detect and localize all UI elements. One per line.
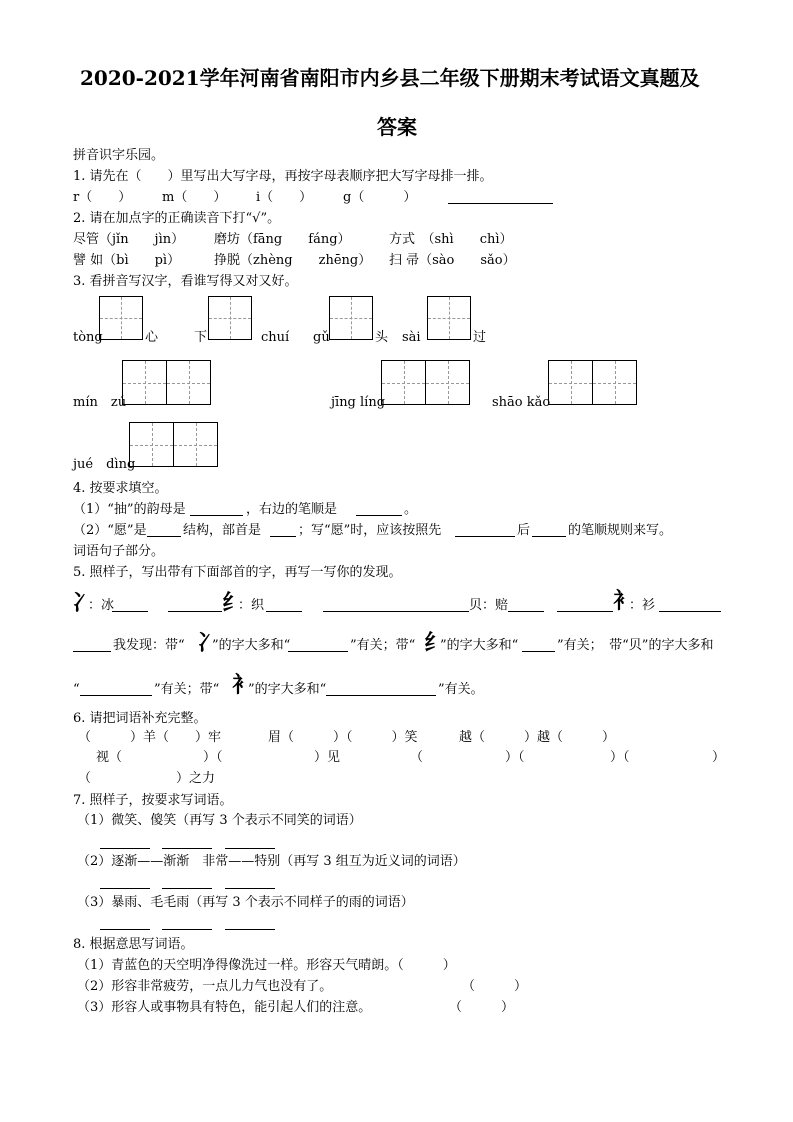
answer-blank[interactable] <box>508 611 544 612</box>
q5-finding: ”的字大多和“ <box>212 638 291 653</box>
q6-idiom: 眉（ ）（ ）笑 <box>268 730 418 745</box>
answer-blank[interactable] <box>190 515 243 516</box>
q4-text: 后 <box>517 523 531 538</box>
word-char: 过 <box>473 330 487 345</box>
q4-text: 。 <box>404 502 418 517</box>
q4-text: （2）“愿”是 <box>73 523 147 538</box>
answer-blank[interactable] <box>162 848 212 849</box>
radical-silk-icon: 纟 <box>424 630 447 656</box>
answer-blank[interactable] <box>448 203 553 204</box>
answer-blank[interactable] <box>532 536 566 537</box>
writing-grid[interactable] <box>329 296 373 340</box>
q6-idiom: ） <box>712 750 726 765</box>
q2-item: 尽管（jǐn jìn） <box>73 232 185 247</box>
q2-item: 扫 帚（sào sǎo） <box>389 253 516 268</box>
q4-text: 结构，部首是 <box>183 523 262 538</box>
q5-example: ：冰 <box>88 598 115 613</box>
question-2: 2. 请在加点字的正确读音下打“√”。 <box>73 211 281 226</box>
pinyin-label: shāo kǎo <box>492 395 551 410</box>
answer-blank[interactable] <box>326 695 436 696</box>
radical-clothing-icon: 衤 <box>232 672 255 698</box>
writing-grid[interactable] <box>122 360 211 405</box>
q8-answer-paren[interactable]: （ ） <box>462 979 528 994</box>
answer-blank[interactable] <box>162 929 212 930</box>
q6-idiom: （ ）羊（ ）牢 <box>78 730 222 745</box>
answer-blank[interactable] <box>288 651 348 652</box>
page-title-line1: 2020-2021学年河南省南阳市内乡县二年级下册期末考试语文真题及 <box>80 66 700 90</box>
q5-example: 贝：赔 <box>469 598 509 613</box>
question-3: 3. 看拼音写汉字，看谁写得又对又好。 <box>73 274 298 289</box>
q5-finding: “ <box>73 682 80 697</box>
q8-item: （1）青蓝色的天空明净得像洗过一样。形容天气晴朗。（ ） <box>77 958 456 973</box>
q7-item: （2）逐渐——渐渐 非常——特别（再写 3 组互为近义词的词语） <box>77 854 466 869</box>
pinyin-label: chuí <box>261 330 290 345</box>
radical-ice-icon: 冫 <box>197 630 220 656</box>
word-char: 下 <box>194 330 208 345</box>
answer-blank[interactable] <box>323 611 469 612</box>
word-char: 心 <box>145 330 159 345</box>
q1-item: r（ ） <box>73 190 132 205</box>
question-4: 4. 按要求填空。 <box>73 481 168 496</box>
page-title-line2: 答案 <box>377 115 417 139</box>
q6-idiom: ）（ <box>203 750 223 765</box>
q8-item: （3）形容人或事物具有特色，能引起人们的注意。 <box>77 1000 372 1015</box>
q7-item: （1）微笑、傻笑（再写 3 个表示不同笑的词语） <box>77 813 362 828</box>
answer-blank[interactable] <box>455 536 515 537</box>
question-7: 7. 照样子，按要求写词语。 <box>73 793 233 808</box>
q6-idiom: （ <box>78 771 92 786</box>
pinyin-label: gǔ <box>313 330 330 345</box>
answer-blank[interactable] <box>100 848 150 849</box>
writing-grid[interactable] <box>99 296 143 340</box>
q2-item: 方式 （shì chì） <box>389 232 513 247</box>
q4-text: ；写“愿”时，应该按照先 <box>298 523 442 538</box>
question-1: 1. 请先在（ ）里写出大写字母，再按字母表顺序把大写字母排一排。 <box>73 169 493 184</box>
q6-idiom: 越（ ）越（ ） <box>459 730 616 745</box>
q6-idiom: ）见 <box>314 750 341 765</box>
answer-blank[interactable] <box>266 611 302 612</box>
q1-item: i（ ） <box>256 190 313 205</box>
q8-item: （2）形容非常疲劳，一点儿力气也没有了。 <box>77 979 333 994</box>
q1-item: m（ ） <box>162 190 227 205</box>
q5-finding: ”有关；带“ <box>350 638 416 653</box>
radical-silk-icon: 纟 <box>222 590 245 616</box>
section-heading-pinyin: 拼音识字乐园。 <box>73 148 165 163</box>
q5-finding: ”有关； 带“贝”的字大多和 <box>557 638 714 653</box>
answer-blank[interactable] <box>100 888 150 889</box>
answer-blank[interactable] <box>225 929 275 930</box>
word-char: 头 <box>375 330 389 345</box>
writing-grid[interactable] <box>427 296 471 340</box>
pinyin-label: jīng líng <box>331 395 386 410</box>
section-heading-words: 词语句子部分。 <box>73 544 165 559</box>
answer-blank[interactable] <box>100 929 150 930</box>
writing-grid[interactable] <box>548 360 637 405</box>
q5-finding: ”有关。 <box>438 682 484 697</box>
answer-blank[interactable] <box>225 848 275 849</box>
q5-finding: ”的字大多和“ <box>440 638 519 653</box>
answer-blank[interactable] <box>168 611 222 612</box>
pinyin-label: tòng <box>73 330 103 345</box>
q5-finding: 我发现：带“ <box>113 638 185 653</box>
pinyin-label: jué dìng <box>73 457 136 472</box>
q2-item: 挣脱（zhèng zhēng） <box>214 253 372 268</box>
answer-blank[interactable] <box>112 611 148 612</box>
writing-grid[interactable] <box>381 360 470 405</box>
q6-idiom: 视（ <box>96 750 123 765</box>
q4-text: ，右边的笔顺是 <box>246 502 338 517</box>
q2-item: 磨坊（fāng fáng） <box>214 232 351 247</box>
q1-item: g（ ） <box>343 190 417 205</box>
q6-idiom: （ <box>410 750 424 765</box>
q6-idiom: ）（ <box>505 750 525 765</box>
answer-blank[interactable] <box>659 611 721 612</box>
radical-ice-icon: 冫 <box>72 590 95 616</box>
radical-clothing-icon: 衤 <box>613 588 636 614</box>
pinyin-label: mín zú <box>73 395 127 410</box>
writing-grid[interactable] <box>208 296 252 340</box>
answer-blank[interactable] <box>557 611 613 612</box>
q7-item: （3）暴雨、毛毛雨（再写 3 个表示不同样子的雨的词语） <box>77 895 414 910</box>
answer-blank[interactable] <box>80 695 152 696</box>
q6-idiom: ）（ <box>610 750 630 765</box>
writing-grid[interactable] <box>129 422 218 467</box>
answer-blank[interactable] <box>270 536 296 537</box>
pinyin-label: sài <box>402 330 421 345</box>
question-5: 5. 照样子，写出带有下面部首的字，再写一写你的发现。 <box>73 565 402 580</box>
q5-example: ：衫 <box>629 598 656 613</box>
question-8: 8. 根据意思写词语。 <box>73 937 194 952</box>
answer-blank[interactable] <box>147 536 181 537</box>
q4-text: 的笔顺规则来写。 <box>568 523 673 538</box>
q6-idiom: ）之力 <box>176 771 216 786</box>
q5-finding: ”的字大多和“ <box>248 682 327 697</box>
answer-blank[interactable] <box>225 888 275 889</box>
answer-blank[interactable] <box>73 651 111 652</box>
answer-blank[interactable] <box>522 651 555 652</box>
answer-blank[interactable] <box>162 888 212 889</box>
q5-finding: ”有关；带“ <box>154 682 220 697</box>
q5-example: ：织 <box>238 598 265 613</box>
q4-text: （1）“抽”的韵母是 <box>73 502 186 517</box>
answer-blank[interactable] <box>356 515 402 516</box>
q8-answer-paren[interactable]: （ ） <box>449 1000 515 1015</box>
question-6: 6. 请把词语补充完整。 <box>73 711 207 726</box>
q2-item: 譬 如（bì pì） <box>73 253 181 268</box>
